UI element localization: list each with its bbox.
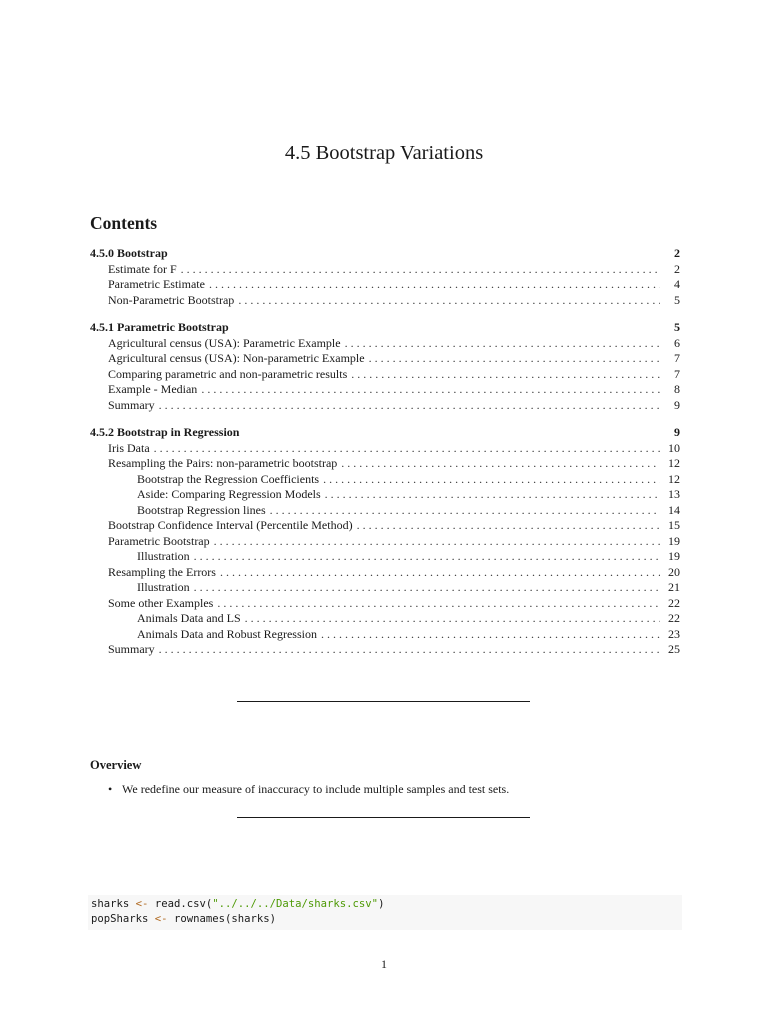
toc-page-number: 7 (674, 366, 680, 381)
toc-leader-dots (270, 503, 660, 519)
toc-entry[interactable] (90, 336, 680, 352)
toc-section[interactable] (90, 425, 680, 441)
toc-entry[interactable] (90, 642, 680, 658)
toc-entry-title: Bootstrap Confidence Interval (Percentile Method) (108, 518, 353, 532)
toc-leader-dots (369, 351, 660, 367)
toc-page-number: 13 (668, 487, 680, 501)
toc-leader-dots (325, 487, 660, 503)
toc-section[interactable] (90, 246, 680, 262)
code-variable: popSharks (91, 913, 149, 925)
toc-leader-dots (238, 293, 660, 309)
toc-page-number: 14 (668, 502, 680, 517)
code-operator: <- (154, 913, 168, 925)
overview-bullet: • We redefine our measure of inaccuracy to include multiple samples and test sets. (108, 782, 509, 797)
toc-page-number: 9 (674, 425, 680, 439)
toc-page-number: 15 (668, 518, 680, 532)
code-function: rownames(sharks) (173, 913, 277, 925)
toc-entry[interactable] (90, 503, 680, 519)
toc-entry-title: Animals Data and LS (137, 611, 241, 625)
toc-page-number: 7 (674, 351, 680, 365)
page-title: 4.5 Bootstrap Variations (284, 142, 484, 164)
horizontal-rule (237, 701, 530, 702)
toc-entry-title: Summary (108, 642, 155, 656)
toc-entry-title: Some other Examples (108, 595, 214, 610)
toc-leader-dots (181, 262, 660, 278)
toc-entry[interactable] (90, 351, 680, 367)
code-function: read.csv( (154, 898, 213, 910)
toc-leader-dots (201, 382, 660, 398)
toc-leader-dots (220, 565, 660, 581)
toc-page-number: 21 (668, 580, 680, 594)
toc-leader-dots (194, 580, 660, 596)
toc-page-number: 19 (668, 549, 680, 563)
toc-entry[interactable] (90, 367, 680, 383)
code-paren: ) (378, 898, 385, 910)
toc-entry-title: Illustration (137, 580, 190, 594)
toc-page-number: 5 (674, 320, 680, 334)
toc-page-number: 23 (668, 626, 680, 641)
toc-leader-dots (159, 642, 660, 658)
toc-leader-dots (194, 549, 660, 565)
code-operator: <- (135, 898, 149, 910)
toc-section[interactable] (90, 320, 680, 336)
code-variable: sharks (91, 898, 130, 910)
contents-heading: Contents (90, 213, 158, 233)
toc-page-number: 19 (668, 533, 680, 548)
code-line (91, 912, 679, 927)
toc-page-number: 12 (668, 471, 680, 486)
toc-leader-dots (217, 596, 660, 612)
toc-entry-title: Resampling the Pairs: non-parametric bootstrap (108, 456, 338, 470)
toc-leader-dots (357, 518, 660, 534)
toc-entry[interactable] (90, 262, 680, 278)
toc-entry[interactable] (90, 565, 680, 581)
toc-entry[interactable] (90, 627, 680, 643)
toc-leader-dots (323, 472, 660, 488)
toc-entry-title: 4.5.0 Bootstrap (90, 246, 168, 260)
toc-leader-dots (321, 627, 660, 643)
toc-entry[interactable] (90, 382, 680, 398)
toc-leader-dots (209, 277, 660, 293)
toc-entry[interactable] (90, 456, 680, 472)
toc-page-number: 8 (674, 382, 680, 396)
toc-leader-dots (154, 441, 660, 457)
toc-page-number: 4 (674, 277, 680, 291)
toc-entry[interactable] (90, 293, 680, 309)
code-block (88, 895, 682, 930)
toc-entry[interactable] (90, 611, 680, 627)
toc-entry[interactable] (90, 596, 680, 612)
horizontal-rule (237, 817, 530, 818)
toc-entry-title: Estimate for F (108, 261, 177, 276)
toc-entry-title: Agricultural census (USA): Non-parametric Example (108, 351, 365, 365)
toc-leader-dots (351, 367, 660, 383)
toc-entry-title: Aside: Comparing Regression Models (137, 487, 321, 501)
toc-entry-title: Illustration (137, 549, 190, 563)
toc-page-number: 22 (668, 611, 680, 625)
toc-entry[interactable] (90, 277, 680, 293)
toc-entry-title: Summary (108, 397, 155, 412)
toc-page-number: 22 (668, 595, 680, 610)
toc-page-number: 20 (668, 564, 680, 579)
toc-page-number: 6 (674, 335, 680, 350)
toc-entry-title: Parametric Estimate (108, 277, 205, 291)
toc-entry-title: 4.5.1 Parametric Bootstrap (90, 320, 229, 334)
toc-page-number: 2 (674, 246, 680, 260)
toc-page-number: 12 (668, 456, 680, 470)
toc-entry-title: Non-Parametric Bootstrap (108, 292, 235, 307)
toc-page-number: 2 (674, 261, 680, 276)
page-number: 1 (381, 957, 387, 971)
toc-page-number: 9 (674, 397, 680, 412)
toc-page-number: 5 (674, 292, 680, 307)
toc-leader-dots (341, 456, 660, 472)
overview-heading: Overview (90, 758, 142, 772)
toc-leader-dots (214, 534, 660, 550)
toc-entry-title: Iris Data (108, 440, 150, 455)
code-line (91, 897, 679, 912)
toc-entry[interactable] (90, 549, 680, 565)
toc-entry-title: Comparing parametric and non-parametric results (108, 366, 348, 381)
toc-entry[interactable] (90, 441, 680, 457)
toc-entry[interactable] (90, 487, 680, 503)
toc-leader-dots (345, 336, 660, 352)
toc-entry[interactable] (90, 580, 680, 596)
toc-entry-title: Resampling the Errors (108, 564, 216, 579)
toc-entry-title: Bootstrap Regression lines (137, 502, 266, 517)
toc-entry-title: Example - Median (108, 382, 198, 396)
toc-entry[interactable] (90, 534, 680, 550)
toc-entry-title: Parametric Bootstrap (108, 533, 210, 548)
toc-entry[interactable] (90, 472, 680, 488)
overview-bullet-list (108, 782, 509, 797)
toc-leader-dots (159, 398, 660, 414)
toc-page-number: 25 (668, 642, 680, 656)
toc-entry-title: 4.5.2 Bootstrap in Regression (90, 425, 240, 439)
toc-entry[interactable] (90, 518, 680, 534)
code-string: "../../../Data/sharks.csv" (212, 898, 379, 910)
toc-entry-title: Bootstrap the Regression Coefficients (137, 471, 320, 486)
toc-entry-title: Animals Data and Robust Regression (137, 626, 317, 641)
toc-entry[interactable] (90, 398, 680, 414)
toc-leader-dots (245, 611, 660, 627)
toc-entry-title: Agricultural census (USA): Parametric Example (108, 335, 341, 350)
toc-page-number: 10 (668, 440, 680, 455)
